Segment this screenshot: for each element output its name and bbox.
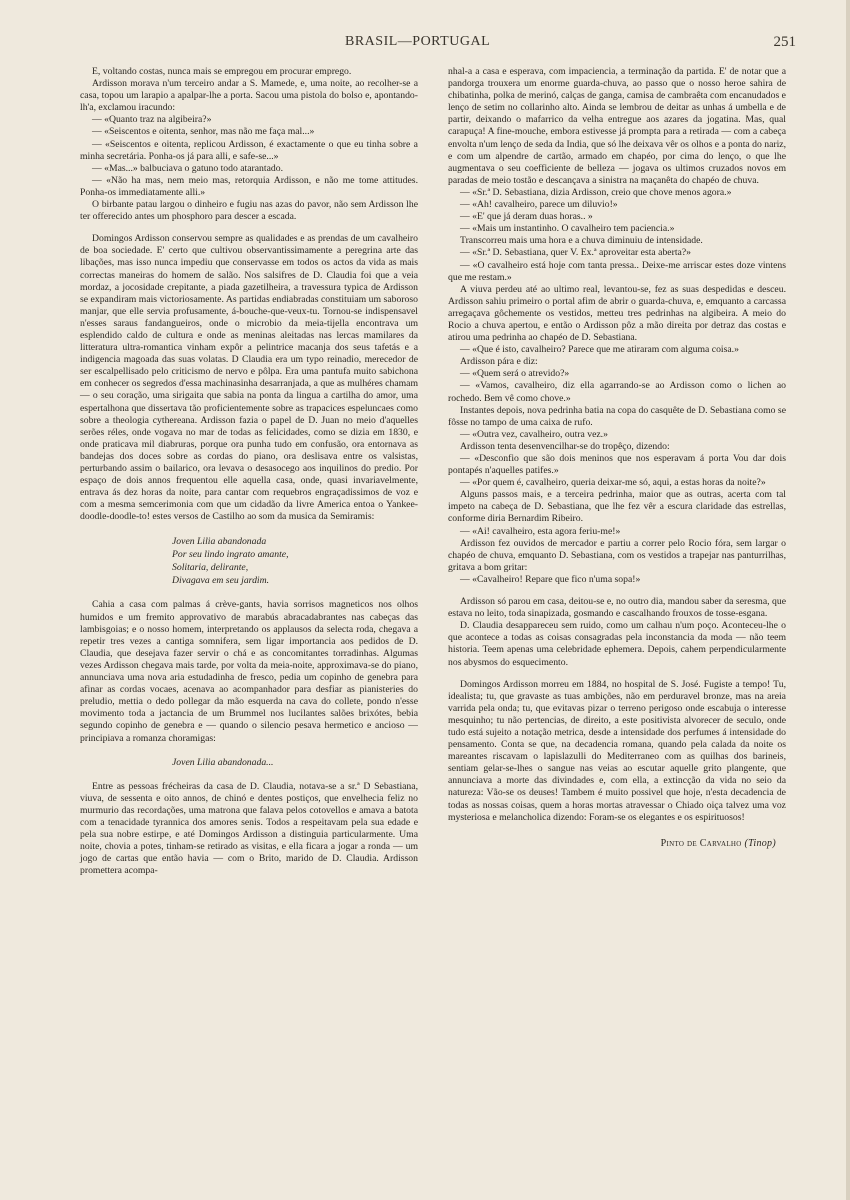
paragraph: E, voltando costas, nunca mais se empregou em procurar emprego. bbox=[92, 66, 352, 77]
paragraph: Ardisson pára e diz: bbox=[460, 356, 538, 368]
paragraph: Domingos Ardisson morreu em 1884, no hospital de S. José. Fugiste a tempo! Tu, idealista; tu, que gravaste as tuas ambições, não em perduravel bronze, mas na areia varrida pela onda; tu, que evitavas pizar o terreno perigoso onde escabuja o interesse mesquinho; tu não pertencias, de direito, a este positivista alvorecer de seculo, onde tudo está sujeito a notação metrica, desde a intensidade dos perfumes á intensidade do pensamento. Conta se que, na decadencia romana, quando pela calada da noite os mareantes riscavam o lapislazulli do Mediterraneo com as quilhas dos barineis, sentiam gelar-se-lhes o sangue nas veias ao escutar aquelle grito plangente, que annunciava a morte das divindades e, com ella, a extincção da vida no seio da natureza: Vão-se os deuses! Tambem é muito possivel que hoje, n'esta decadencia de todas as nossas coisas, quem a horas mortas atravessar o Chiado oiça talvez uma voz mysteriosa e melancholica dizendo: Foram-se os elegantes e os espirituosos! bbox=[448, 678, 786, 823]
running-title: BRASIL—PORTUGAL bbox=[345, 34, 491, 49]
paragraph: — «Mais um instantinho. O cavalheiro tem paciencia.» bbox=[460, 223, 675, 235]
paragraph: — «Quanto traz na algibeira?» bbox=[92, 114, 212, 126]
verse-block bbox=[172, 535, 418, 587]
paragraph: Ardisson só parou em casa, deitou-se e, no outro dia, mandou saber da seresma, que estava no leito, toda sinapizada, gosmando e cascalhando frouxos de tosse-esgana. bbox=[448, 596, 786, 620]
paragraph: — «E' que já deram duas horas.. » bbox=[460, 211, 593, 223]
paragraph: Alguns passos mais, e a terceira pedrinha, maior que as outras, acerta com tal impeto na cabeça de D. Sebastiana, que lhe fez vêr a escura claridade das estrellas, conforme diria Bernardim Ribeiro. bbox=[448, 489, 786, 525]
paragraph: A viuva perdeu até ao ultimo real, levantou-se, fez as suas despedidas e desceu. Ardisson sahiu primeiro o portal afim de abrir o guarda-chuva, e, emquanto a carcassa arregaçava gôchemente os vestidos, metteu tres pedrinhas na algibeira. A meio do Rocio a chuva apertou, e então o Ardisson pôz a mão direita por detraz das costas e atirou uma pedrinha ao chapéo de D. Sebastiana. bbox=[448, 283, 786, 344]
paragraph: — «Quem será o atrevido?» bbox=[460, 368, 570, 380]
page-number: 251 bbox=[773, 34, 796, 50]
paragraph: Instantes depois, nova pedrinha batia na copa do casquête de D. Sebastiana como se fôsse no tampo de uma caixa de rufo. bbox=[448, 404, 786, 428]
verse-line: Por seu lindo ingrato amante, bbox=[172, 549, 289, 561]
paragraph: — «Outra vez, cavalheiro, outra vez.» bbox=[460, 428, 608, 440]
paragraph: — «Ah! cavalheiro, parece um diluvio!» bbox=[460, 199, 618, 211]
paragraph: — «Cavalheiro! Repare que fico n'uma sopa!» bbox=[460, 573, 641, 585]
right-column bbox=[448, 66, 786, 850]
paragraph: Ardisson morava n'um terceiro andar a S. Mamede, e, uma noite, ao recolher-se a casa, topou um larapio a apalpar-lhe a porta. Sacou uma pistola do bolso e, apontando-lh'a, exclamou iracundo: bbox=[80, 78, 418, 114]
paragraph: — «Desconfio que são dois meninos que nos esperavam á porta Vou dar dois pontapés n'aquelles patifes.» bbox=[448, 453, 786, 477]
paragraph: — «O cavalheiro está hoje com tanta pressa.. Deixe-me arriscar estes doze vintens que me restam.» bbox=[448, 259, 786, 283]
paragraph: — «Não ha mas, nem meio mas, retorquia Ardisson, e não me tome attitudes. Ponha-os immediatamente alli.» bbox=[80, 174, 418, 198]
paragraph: — «Mas...» balbuciava o gatuno todo atarantado. bbox=[92, 162, 284, 174]
paragraph: — «Seiscentos e oitenta, replicou Ardisson, é exactamente o que eu tinha sobre a minha secretária. Ponha-os já para alli, e safe-se...» bbox=[80, 138, 418, 162]
paragraph: Domingos Ardisson conservou sempre as qualidades e as prendas de um cavalheiro de boa sociedade. E' certo que cultivou observantissimamente a peregrina arte das libações, mas isso nunca impediu que conservasse em todos os actos da vida as mais correctas maneiras do homem de salão. Nos salsifres de D. Claudia foi que a veia mordaz, a jocosidade crepitante, a piada gazetilheira, a travessura typica de Ardisson se expandiram mais victoriosamente. As partidas endiabradas constituiam um saboroso manjar, que elle servia profusamente, á-bouche-que-veux-tu. Tornou-se indispensavel n'esses saraus fandangueiros, onde o microbio da meia-tijella encontrava um esplendido caldo de cultura e onde as meninas aleitadas nas lercas mamilares da litteratura ultra-romantica vinham expôr a pelintrice macanja dos seus tafetás e a indigencia magoada das suas volatas. D Claudia era um typo reinadio, merecedor de ser escalpellisado pelo criticismo de nervo e pôlpa. Era uma pantufa muito sabichona em conhecer os segredos d'essa machinasinha desarranjada, a que as mulhéres chamam — o seu coração, uma sirigaita que sabia na ponta da lingua a cartilha do amor, uma espertalhona que dissertava tão proficientemente sobre as trapacices espeluncaes como sobre a theologia cythereana. Ardisson fazia o papel de D. Juan no meio d'aquelles serões réles, onde vogava no mar de todas as felicidades, como se dizia em 1830, e onde praticava mil diabruras, porque ora punha tudo em confusão, ora entornava as bandejas dos doces sobre as cordas do piano, ora deslisava entre os valsistas, perturbando assim o bailarico, ora levava o desasocego aos inquilinos do predio. Por espaço de dois annos frequentou elle aquella casa, onde, quasi invariavelmente, entrava ás dez horas da noite, para cantar com requebros engraçadissimos de voz e com a mesma semcerimonia com que um cidadão da livre America entoa o Yankee-doodle-doodle-to! estes versos de Castilho ao som da musica da Semiramis: bbox=[80, 233, 418, 523]
author-signature bbox=[448, 838, 786, 850]
page-edge bbox=[846, 0, 850, 1200]
paragraph: — «Que é isto, cavalheiro? Parece que me atiraram com alguma coisa.» bbox=[460, 344, 739, 356]
author-pseudonym: (Tinop) bbox=[744, 837, 776, 849]
paragraph: Ardisson tenta desenvencilhar-se do tropêço, dizendo: bbox=[460, 440, 670, 452]
paragraph: Entre as pessoas frécheiras da casa de D. Claudia, notava-se a sr.ª D Sebastiana, viuva, de sessenta e oito annos, de chinó e dentes postiços, que envelhecia feliz no murmurio das recordações, uma matrona que falava pelos cotovellos e amava a batota com a tenacidade tyrannica dos amores senis. Todos a respeitavam pela sua edade e pela sua nobre estirpe, e até Domingos Ardisson a distinguia particularmente. Uma noite, chovia a potes, tinham-se retirado as visitas, e ella ficara a jogar a ronda — um jogo de cartas que então havia — com o Brito, marido de D. Claudia. Ardisson promettera acompa- bbox=[80, 780, 418, 877]
paragraph: Ardisson fez ouvidos de mercador e partiu a correr pelo Rocio fóra, sem largar o chapéo de chuva, emquanto D. Sebastiana, com os vestidos a trapejar nas panturrilhas, gritava a bom gritar: bbox=[448, 537, 786, 573]
verse-line: Solitaria, delirante, bbox=[172, 562, 249, 574]
paragraph: Transcorreu mais uma hora e a chuva diminuiu de intensidade. bbox=[460, 235, 703, 247]
left-column bbox=[80, 66, 418, 877]
paragraph: — «Ai! cavalheiro, esta agora feriu-me!» bbox=[460, 525, 621, 537]
verse-line: Joven Lilia abandonada... bbox=[172, 756, 274, 768]
paragraph: nhal-a a casa e esperava, com impaciencia, a terminação da partida. E' de notar que a pandorga trouxera um enorme guarda-chuva, ao passo que o nosso heroe sahira de chibatinha, polka de merinó, calças de ganga, camisa de cambraêta com encanudados e lenço de setim no collarinho alto. Ainda se lembrou de deitar as unhas á umbella e de partir, deixando o mafarrico da velha entregue aos azares da jogatina. Mas, qual carapuça! A fine-mouche, embora estivesse já prompta para a retirada — com a cabeça envolta n'um lenço de seda da India, que só lhe deixava vêr os olhos e a ponta do nariz, e com um alpendre de cartão, armado em chapéo, por cima do lenço, o que lhe augmentava o seu coefficiente de belleza — jogava os ultimos cruzados novos em paradas de meio tostão e descançava a sinistra na maçanêta do chapéo de chuva. bbox=[448, 66, 787, 186]
paragraph: — «Por quem é, cavalheiro, queria deixar-me só, aqui, a estas horas da noite?» bbox=[460, 477, 766, 489]
paragraph: — «Vamos, cavalheiro, diz ella agarrando-se ao Ardisson como o lichen ao rochedo. Bem vê como chove.» bbox=[448, 380, 786, 404]
paragraph: — «Seiscentos e oitenta, senhor, mas não me faça mal...» bbox=[92, 126, 315, 138]
paragraph: O birbante patau largou o dinheiro e fugiu nas azas do pavor, não sem Ardisson lhe ter offerecido antes um phosphoro para descer a escada. bbox=[80, 199, 418, 223]
page-header bbox=[0, 34, 850, 54]
paragraph: Cahia a casa com palmas á crève-gants, havia sorrisos magneticos nos olhos humidos e um fremito approvativo de marabús abracadabrantes nas cabeças das lambisgoias; e o nosso homem, interpretando os applausos da selecta roda, chegava a repetir tres vezes a cantiga somnifera, sem ligar importancia aos pedidos de D. Claudia, que desejava fazer servir o chá e as concomitantes torradinhas. Algumas vezes Ardisson chegava mais tarde, por volta da meia-noite, approximava-se do piano, annunciava uma nova aria estudadinha de fresco, pedia um copinho de genebra para afinar as cordas vocaes, acenava ao acompanhador para desfiar as pianisteries do preludio, mettia o dedo pollegar da mão esquerda na cava do collete, pondo n'esse movimento toda a jactancia de um Brummel nos lucilantes salões brixótes, bebia segundo copinho de genebra e — quando o silencio pesava hermetico e ancioso — principiava a romanza choramigas: bbox=[80, 599, 418, 744]
paragraph: — «Sr.ª D. Sebastiana, quer V. Ex.ª aproveitar esta aberta?» bbox=[460, 247, 691, 259]
paragraph: — «Sr.ª D. Sebastiana, dizia Ardisson, creio que chove menos agora.» bbox=[460, 186, 732, 198]
verse-line: Divagava em seu jardim. bbox=[172, 575, 270, 587]
verse-line: Joven Lilia abandonada bbox=[172, 536, 267, 548]
author-name: Pinto de Carvalho bbox=[660, 837, 742, 849]
paragraph: D. Claudia desappareceu sem ruido, como um calhau n'um poço. Aconteceu-lhe o que acontece a todas as coisas consagradas pela inconstancia da moda — não teem historia. Teem apenas uma celebridade ephemera. Depois, cahem perpendicularmente nos abysmos do esquecimento. bbox=[448, 620, 786, 668]
